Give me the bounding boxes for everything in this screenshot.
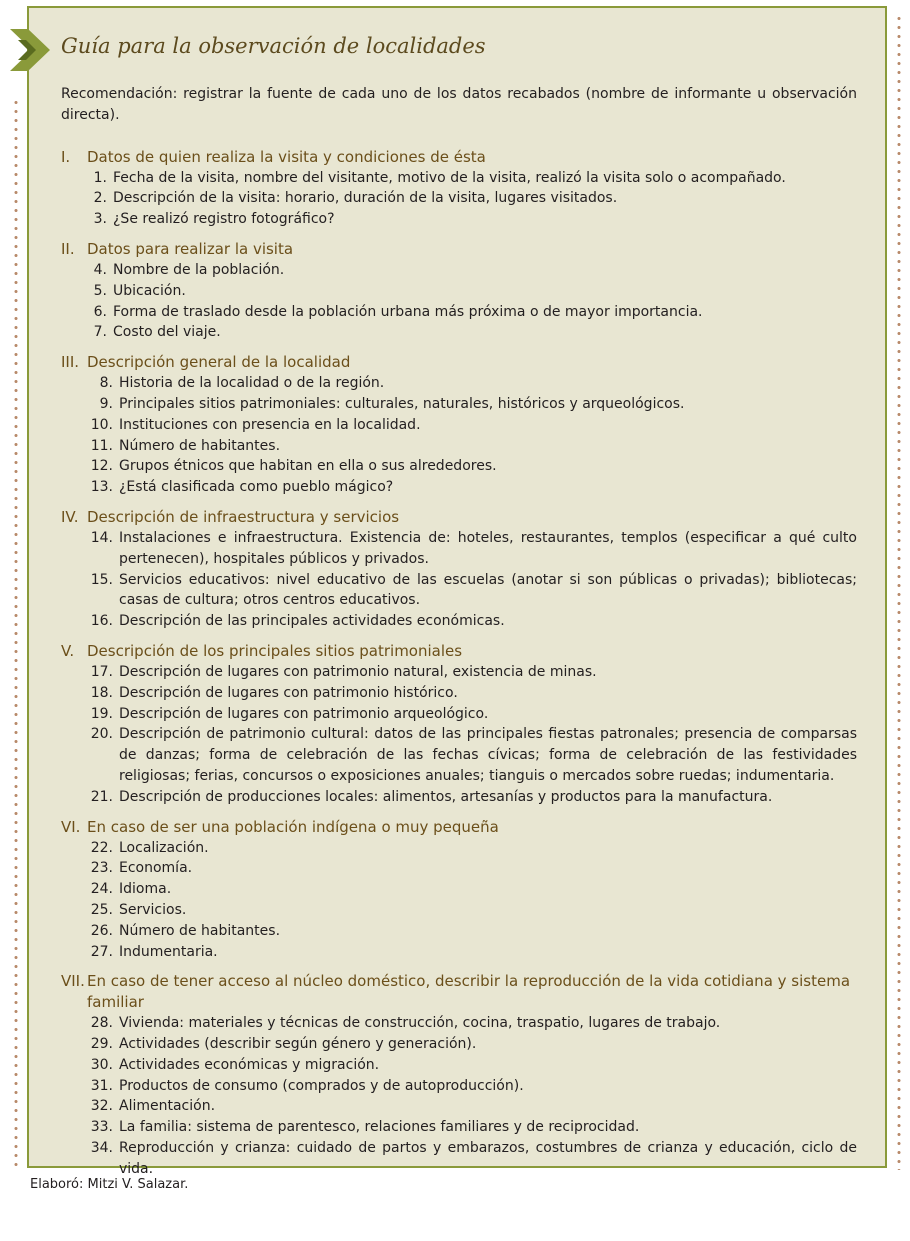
item-text: Economía. (119, 860, 193, 877)
page-title: Guía para la observación de localidades (61, 34, 486, 58)
item-number: 1. (93, 169, 107, 186)
list-item (87, 209, 857, 230)
item-number: 23. (90, 860, 113, 877)
section-title: Descripción de infraestructura y servicios (87, 507, 400, 526)
item-text: Descripción de producciones locales: alimentos, artesanías y productos para la manufactura. (119, 788, 773, 805)
item-text: Actividades económicas y migración. (119, 1056, 380, 1073)
item-number: 3. (93, 211, 107, 228)
item-text: Idioma. (119, 881, 172, 898)
item-number: 11. (90, 437, 113, 454)
item-number: 32. (90, 1098, 113, 1115)
dotted-border-left (14, 98, 18, 1170)
section-title: Descripción general de la localidad (87, 353, 351, 372)
list-item (87, 704, 857, 725)
section-heading (61, 239, 857, 260)
list-item (87, 188, 857, 209)
list-item (87, 1013, 857, 1034)
item-number: 21. (90, 788, 113, 805)
sections-list (61, 147, 857, 1180)
item-text: Instalaciones e infraestructura. Existencia de: hoteles, restaurantes, templos (especificar a qué culto pertenecen), hospitales públicos y privados. (119, 529, 857, 567)
item-text: Forma de traslado desde la población urbana más próxima o de mayor importancia. (113, 303, 703, 320)
item-text: Grupos étnicos que habitan en ella o sus alrededores. (119, 458, 497, 475)
list-item (87, 858, 857, 879)
section-numeral: VI. (61, 817, 81, 836)
list-item (87, 415, 857, 436)
item-number: 8. (99, 375, 113, 392)
section (61, 147, 857, 230)
item-number: 25. (90, 901, 113, 918)
section (61, 507, 857, 632)
section (61, 971, 857, 1179)
item-number: 14. (90, 529, 113, 546)
item-number: 4. (93, 261, 107, 278)
section-heading (61, 971, 857, 1013)
item-number: 34. (90, 1140, 113, 1157)
list-item (87, 281, 857, 302)
section-title: Descripción de los principales sitios patrimoniales (87, 641, 463, 660)
section-numeral: IV. (61, 507, 79, 526)
list-item (87, 1055, 857, 1076)
item-text: Principales sitios patrimoniales: culturales, naturales, históricos y arqueológicos. (119, 395, 685, 412)
guide-content (61, 84, 857, 1189)
item-number: 22. (90, 839, 113, 856)
section-numeral: VII. (61, 972, 85, 991)
list-item (87, 528, 857, 570)
section (61, 641, 857, 808)
section-heading (61, 352, 857, 373)
section-numeral: I. (61, 147, 71, 166)
section-numeral: V. (61, 641, 75, 660)
list-item (87, 611, 857, 632)
item-text: Localización. (119, 839, 209, 856)
list-item (87, 879, 857, 900)
section (61, 239, 857, 343)
list-item (87, 168, 857, 189)
item-text: La familia: sistema de parentesco, relaciones familiares y de reciprocidad. (119, 1119, 640, 1136)
list-item (87, 724, 857, 786)
section-title: En caso de ser una población indígena o muy pequeña (87, 817, 499, 836)
item-text: Reproducción y crianza: cuidado de partos y embarazos, costumbres de crianza y educación, ciclo de vida. (119, 1140, 857, 1177)
item-number: 31. (90, 1077, 113, 1094)
item-number: 5. (93, 282, 107, 299)
item-text: Productos de consumo (comprados y de autoproducción). (119, 1077, 524, 1094)
item-number: 28. (90, 1015, 113, 1032)
item-text: ¿Está clasificada como pueblo mágico? (119, 479, 394, 496)
item-text: ¿Se realizó registro fotográfico? (113, 211, 335, 228)
list-item (87, 1096, 857, 1117)
item-number: 24. (90, 881, 113, 898)
item-text: Número de habitantes. (119, 922, 281, 939)
section-title: Datos para realizar la visita (87, 239, 294, 258)
item-text: Alimentación. (119, 1098, 216, 1115)
list-item (87, 302, 857, 323)
item-number: 30. (90, 1056, 113, 1073)
item-number: 27. (90, 943, 113, 960)
section-numeral: III. (61, 353, 80, 372)
section-heading (61, 817, 857, 838)
item-text: Fecha de la visita, nombre del visitante, motivo de la visita, realizó la visita solo o acompañado. (113, 169, 786, 186)
list-item (87, 570, 857, 612)
item-number: 9. (99, 395, 113, 412)
item-number: 16. (90, 613, 113, 630)
item-text: Vivienda: materiales y técnicas de construcción, cocina, traspatio, lugares de trabajo. (119, 1015, 721, 1032)
list-item (87, 1076, 857, 1097)
item-text: Nombre de la población. (113, 261, 285, 278)
item-text: Ubicación. (113, 282, 186, 299)
item-text: Descripción de lugares con patrimonio histórico. (119, 684, 458, 701)
item-number: 29. (90, 1036, 113, 1053)
item-number: 2. (93, 190, 107, 207)
item-number: 26. (90, 922, 113, 939)
section-title: En caso de tener acceso al núcleo doméstico, describir la reproducción de la vida cotidiana y sistema familiar (87, 972, 851, 1012)
list-item (87, 787, 857, 808)
section-heading (61, 641, 857, 662)
list-item (87, 683, 857, 704)
list-item (87, 1138, 857, 1180)
item-number: 10. (90, 416, 113, 433)
list-item (87, 260, 857, 281)
list-item (87, 921, 857, 942)
author-credit: Elaboró: Mitzi V. Salazar. (30, 1177, 189, 1192)
item-number: 7. (93, 324, 107, 341)
list-item (87, 1117, 857, 1138)
list-item (87, 900, 857, 921)
item-text: Servicios. (119, 901, 187, 918)
list-item (87, 838, 857, 859)
item-text: Descripción de las principales actividades económicas. (119, 613, 505, 630)
item-number: 20. (90, 726, 113, 743)
item-text: Instituciones con presencia en la localidad. (119, 416, 421, 433)
list-item (87, 662, 857, 683)
list-item (87, 394, 857, 415)
item-text: Servicios educativos: nivel educativo de las escuelas (anotar si son públicas o privadas); bibliotecas; casas de cultura; otros centros educativos. (119, 571, 857, 609)
item-text: Número de habitantes. (119, 437, 281, 454)
item-number: 6. (93, 303, 107, 320)
list-item (87, 322, 857, 343)
list-item (87, 456, 857, 477)
list-item (87, 477, 857, 498)
section (61, 817, 857, 963)
item-number: 15. (90, 571, 113, 588)
dotted-border-right (897, 14, 901, 1170)
item-text: Actividades (describir según género y generación). (119, 1036, 477, 1053)
item-number: 33. (90, 1119, 113, 1136)
section-heading (61, 507, 857, 528)
list-item (87, 942, 857, 963)
item-number: 18. (90, 684, 113, 701)
item-text: Descripción de lugares con patrimonio natural, existencia de minas. (119, 663, 597, 680)
section-heading (61, 147, 857, 168)
item-text: Costo del viaje. (113, 324, 221, 341)
list-item (87, 436, 857, 457)
item-number: 19. (90, 705, 113, 722)
item-number: 17. (90, 663, 113, 680)
list-item (87, 1034, 857, 1055)
item-number: 12. (90, 458, 113, 475)
item-text: Descripción de la visita: horario, duración de la visita, lugares visitados. (113, 190, 618, 207)
list-item (87, 373, 857, 394)
item-text: Historia de la localidad o de la región. (119, 375, 385, 392)
section-numeral: II. (61, 239, 75, 258)
item-text: Descripción de patrimonio cultural: datos de las principales fiestas patronales; presencia de comparsas de danzas; forma de celebración de las fechas cívicas; forma de celebración de las festividades religiosas; ferias, concursos o exposiciones anuales; tianguis o mercados sobre ruedas; indumentaria. (119, 726, 857, 784)
chevron-arrow-icon (10, 29, 56, 71)
section-title: Datos de quien realiza la visita y condiciones de ésta (87, 147, 486, 166)
section (61, 352, 857, 498)
item-text: Descripción de lugares con patrimonio arqueológico. (119, 705, 489, 722)
recommendation-text: Recomendación: registrar la fuente de cada uno de los datos recabados (nombre de informante u observación directa). (61, 86, 857, 123)
item-text: Indumentaria. (119, 943, 218, 960)
item-number: 13. (90, 479, 113, 496)
